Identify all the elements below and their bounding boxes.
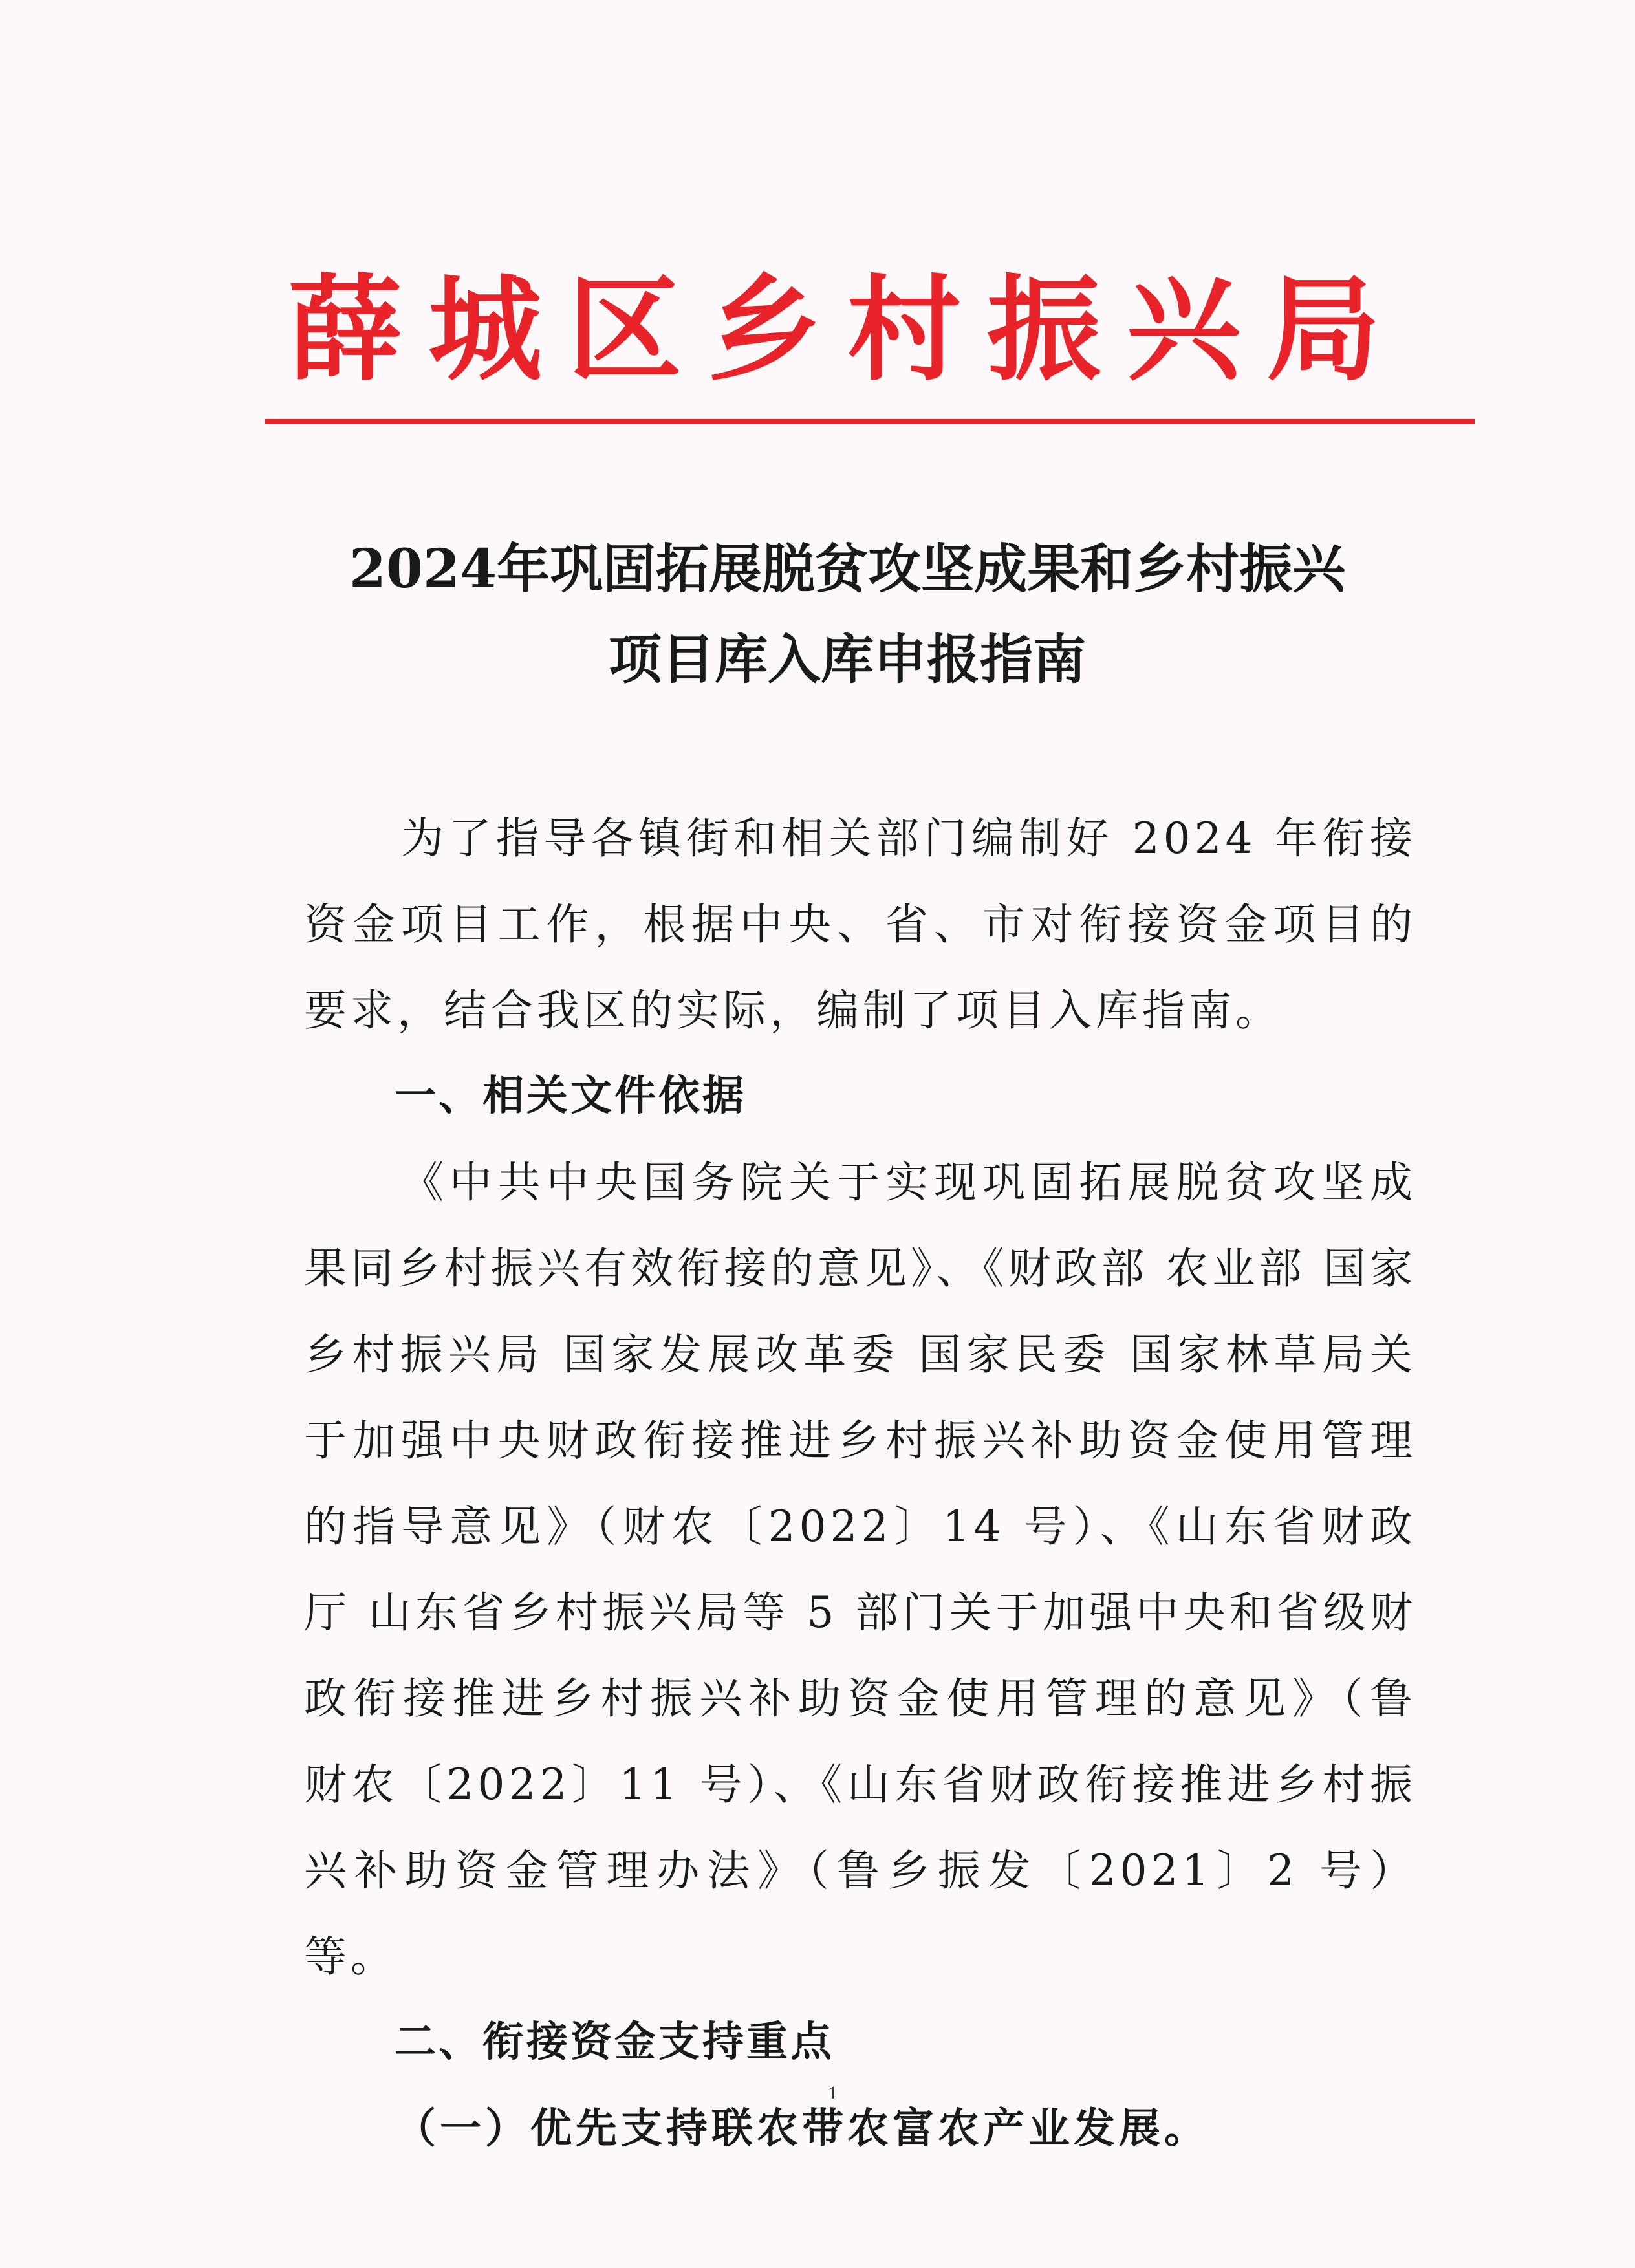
intro-paragraph: 为了指导各镇街和相关部门编制好 2024 年衔接资金项目工作，根据中央、省、市对衔接资金项目的要求，结合我区的实际，编制了项目入库指南。 xyxy=(304,814,1416,1035)
document-body xyxy=(304,795,1416,2172)
section1-paragraph: 《中共中央国务院关于实现巩固拓展脱贫攻坚成果同乡村振兴有效衔接的意见》、《财政部 农业部 国家乡村振兴局 国家发展改革委 国家民委 国家林草局关于加强中央财政衔接推进乡村振兴补助资金使用管理的指导意见》（财农〔2022〕14 号）、《山东省财政厅 山东省乡村振兴局等 5 部门关于加强中央和省级财政衔接推进乡村振兴补助资金使用管理的意见》（鲁 财农〔2022〕11 号）、《山东省财政衔接推进乡村振兴补助资金管理办法》（鲁乡振发〔2021〕2 号）等。 xyxy=(304,1158,1416,1982)
section1-heading: 一、相关文件依据 xyxy=(395,1072,746,1120)
document-title-line1: 2024年巩固拓展脱贫攻坚成果和乡村振兴 xyxy=(349,538,1346,600)
masthead-title: 薛城区乡村振兴局 xyxy=(288,263,1406,396)
document-title xyxy=(246,524,1449,705)
masthead-divider xyxy=(265,419,1475,424)
section2-subheading: （一）优先支持联农带农富农产业发展。 xyxy=(395,2104,1209,2153)
page-number: 1 xyxy=(828,2082,838,2104)
section2-heading: 二、衔接资金支持重点 xyxy=(395,2018,834,2066)
document-title-line2: 项目库入库申报指南 xyxy=(608,629,1086,691)
